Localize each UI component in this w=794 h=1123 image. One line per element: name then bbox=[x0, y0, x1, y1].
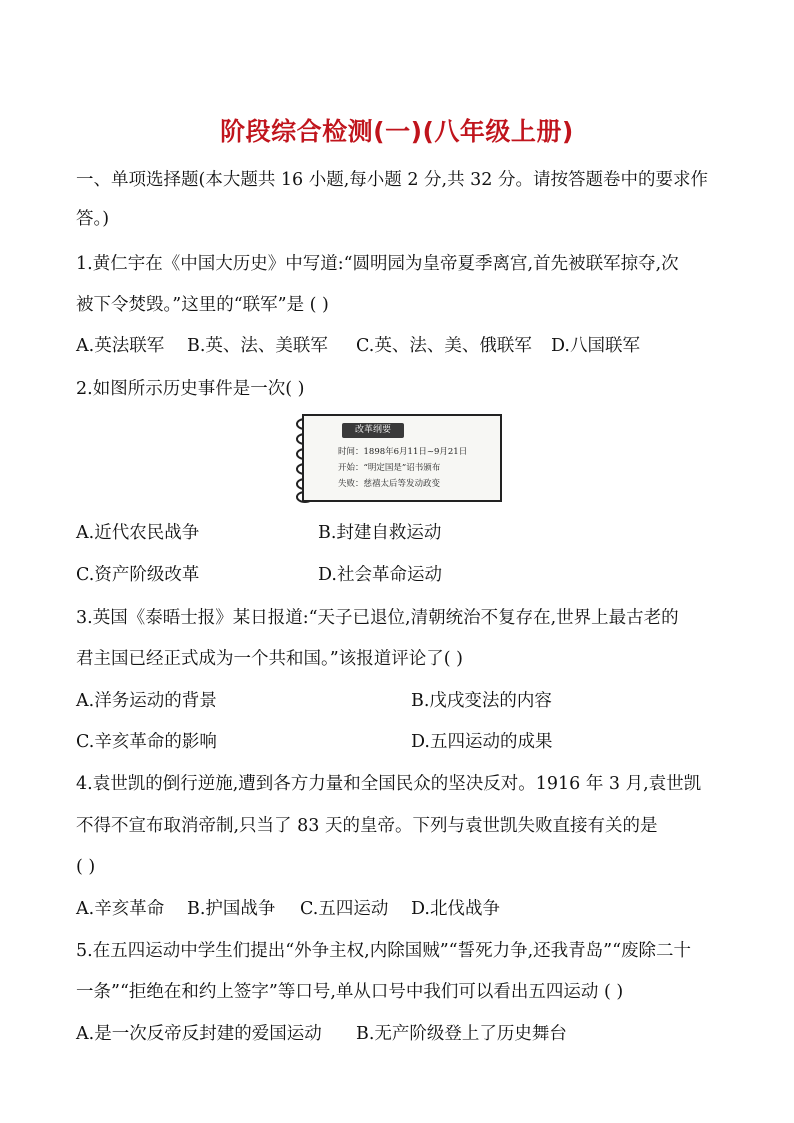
question-1-stem: 1.黄仁宇在《中国大历史》中写道:“圆明园为皇帝夏季离宫,首先被联军掠夺,次 bbox=[76, 254, 679, 274]
question-2-option-d: D.社会革命运动 bbox=[318, 565, 442, 585]
question-2-stem: 2.如图所示历史事件是一次( ) bbox=[76, 379, 305, 399]
question-4-option-d: D.北伐战争 bbox=[411, 899, 500, 919]
figure-row-time: 时间：1898年6月11日~9月21日 bbox=[338, 447, 468, 457]
question-2-option-c: C.资产阶级改革 bbox=[76, 565, 200, 585]
question-5-option-a: A.是一次反帝反封建的爱国运动 bbox=[76, 1024, 322, 1044]
question-3-stem: 3.英国《泰晤士报》某日报道:“天子已退位,清朝统治不复存在,世界上最古老的 bbox=[76, 608, 679, 628]
question-4-option-c: C.五四运动 bbox=[300, 899, 389, 919]
question-1-stem-cont: 被下令焚毁。”这里的“联军”是 ( ) bbox=[76, 295, 329, 315]
question-2-figure bbox=[288, 412, 506, 507]
question-4-option-a: A.辛亥革命 bbox=[76, 899, 165, 919]
question-1-option-b: B.英、法、美联军 bbox=[187, 336, 328, 356]
section-instruction: 一、单项选择题(本大题共 16 小题,每小题 2 分,共 32 分。请按答题卷中的要求作 bbox=[76, 170, 708, 190]
question-5-option-b: B.无产阶级登上了历史舞台 bbox=[356, 1024, 567, 1044]
figure-heading: 改革纲要 bbox=[342, 423, 404, 438]
question-4-stem: 4.袁世凯的倒行逆施,遭到各方力量和全国民众的坚决反对。1916 年 3 月,袁世凯 bbox=[76, 774, 702, 794]
question-3-option-d: D.五四运动的成果 bbox=[411, 732, 553, 752]
figure-row-start: 开始：“明定国是”诏书颁布 bbox=[338, 463, 441, 473]
question-3-option-a: A.洋务运动的背景 bbox=[76, 691, 217, 711]
question-4-option-b: B.护国战争 bbox=[187, 899, 276, 919]
question-3-option-c: C.辛亥革命的影响 bbox=[76, 732, 217, 752]
question-4-answer-blank: ( ) bbox=[76, 857, 96, 877]
question-1-option-d: D.八国联军 bbox=[551, 336, 640, 356]
page-title: 阶段综合检测(一)(八年级上册) bbox=[220, 117, 574, 146]
question-2-option-a: A.近代农民战争 bbox=[76, 523, 200, 543]
section-instruction-cont: 答。) bbox=[76, 209, 110, 229]
question-1-option-c: C.英、法、美、俄联军 bbox=[356, 336, 532, 356]
question-4-stem-cont: 不得不宣布取消帝制,只当了 83 天的皇帝。下列与袁世凯失败直接有关的是 bbox=[76, 816, 658, 836]
question-5-stem: 5.在五四运动中学生们提出“外争主权,内除国贼”“誓死力争,还我青岛”“废除二十 bbox=[76, 941, 692, 961]
question-1-option-a: A.英法联军 bbox=[76, 336, 165, 356]
figure-notebook bbox=[302, 414, 502, 502]
question-5-stem-cont: 一条”“拒绝在和约上签字”等口号,单从口号中我们可以看出五四运动 ( ) bbox=[76, 982, 624, 1002]
question-3-stem-cont: 君主国已经正式成为一个共和国。”该报道评论了( ) bbox=[76, 649, 463, 669]
figure-row-failure: 失败：慈禧太后等发动政变 bbox=[338, 479, 441, 489]
question-3-option-b: B.戊戌变法的内容 bbox=[411, 691, 552, 711]
question-2-option-b: B.封建自救运动 bbox=[318, 523, 442, 543]
